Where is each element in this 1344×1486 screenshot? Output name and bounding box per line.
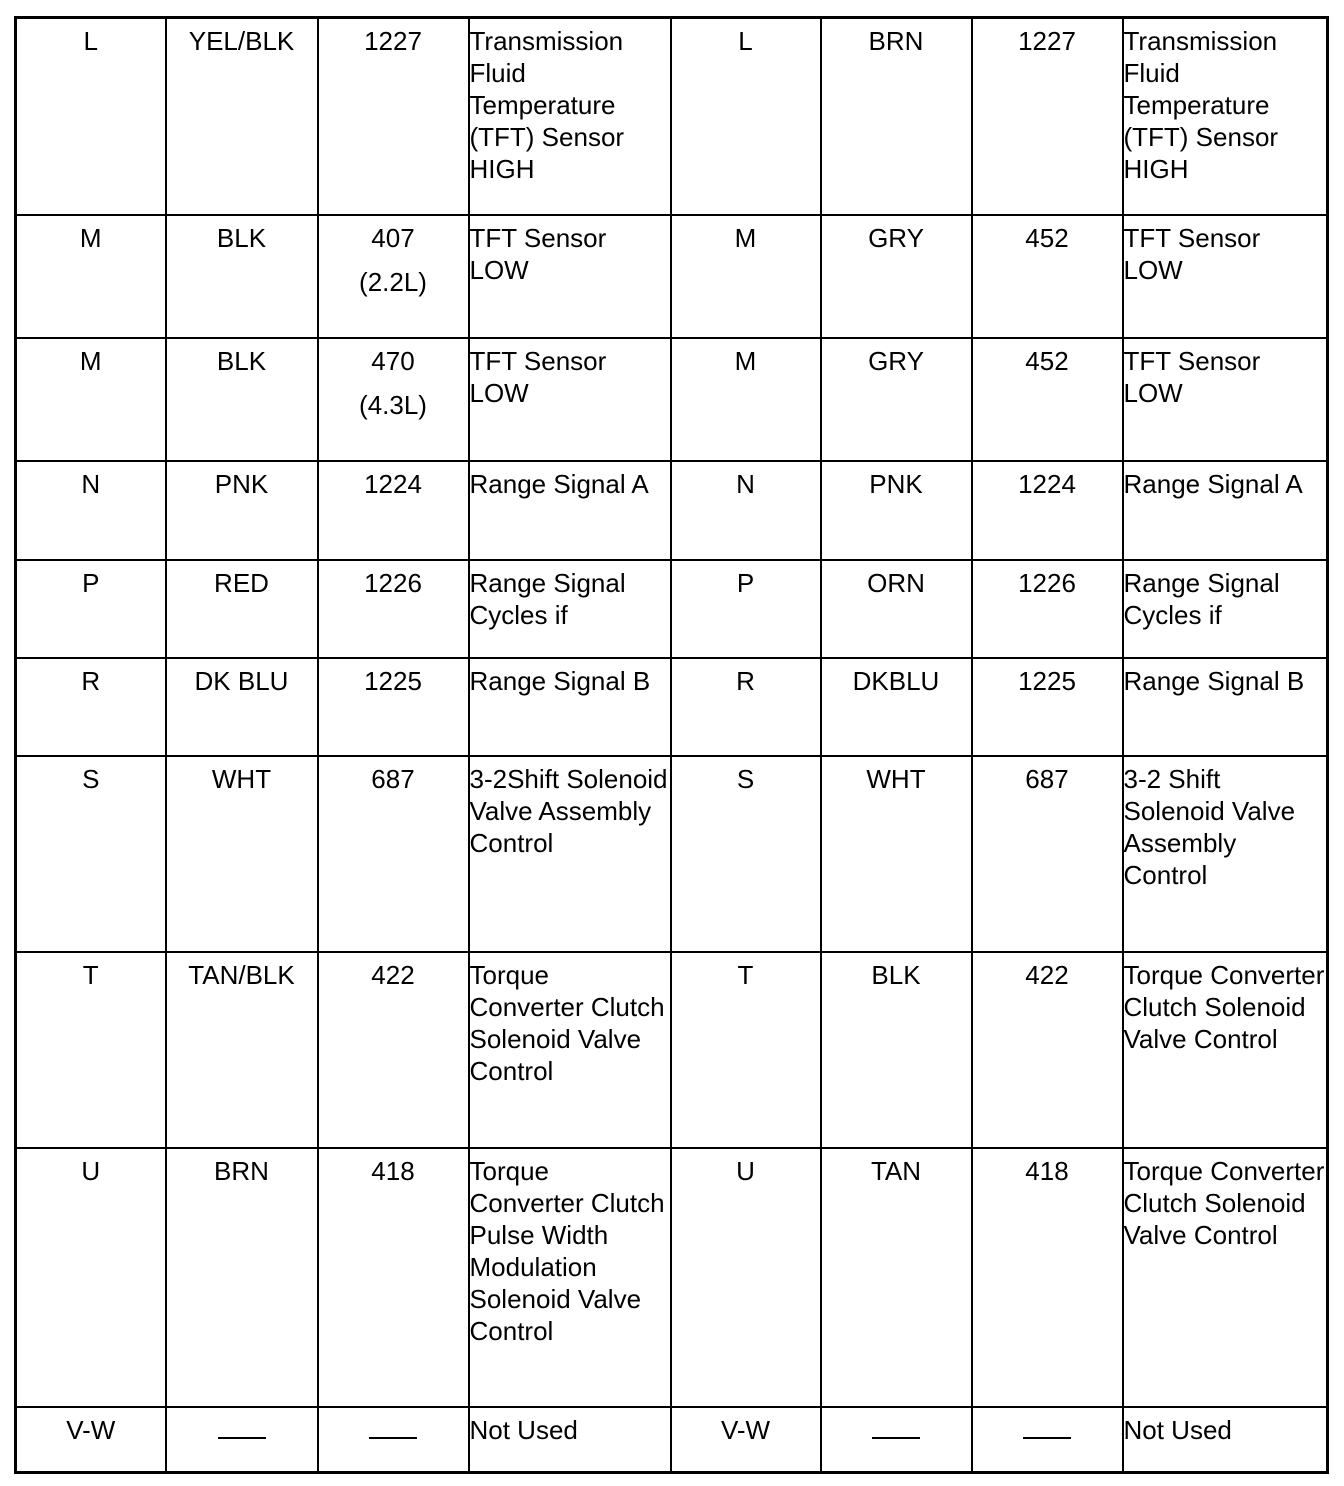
wire-color-cell: GRY <box>821 338 972 461</box>
circuit-cell: 422 <box>318 952 469 1148</box>
pinout-table <box>14 16 1329 1474</box>
wire-color-cell: BLK <box>166 338 318 461</box>
pin-cell: S <box>16 756 166 952</box>
circuit-number: 470 <box>371 345 415 376</box>
engine-note: (2.2L) <box>359 266 427 297</box>
table-row <box>16 756 1328 952</box>
pin-cell: N <box>671 461 821 560</box>
pin-cell: M <box>16 215 166 338</box>
circuit-cell: 1225 <box>972 658 1123 756</box>
pin-cell: L <box>16 18 166 215</box>
circuit-cell: 1225 <box>318 658 469 756</box>
pin-cell: M <box>671 215 821 338</box>
function-cell: Torque Converter Clutch Solenoid Valve Control <box>1123 1148 1328 1407</box>
circuit-cell <box>318 338 469 461</box>
circuit-cell: 1227 <box>972 18 1123 215</box>
wire-color-cell: TAN/BLK <box>166 952 318 1148</box>
circuit-cell: 1226 <box>972 560 1123 658</box>
table-row <box>16 18 1328 215</box>
circuit-cell: 422 <box>972 952 1123 1148</box>
function-cell: TFT Sensor LOW <box>1123 215 1328 338</box>
function-cell: Transmission Fluid Temperature (TFT) Sensor HIGH <box>1123 18 1328 215</box>
pin-cell: S <box>671 756 821 952</box>
table-row <box>16 215 1328 338</box>
table-row <box>16 461 1328 560</box>
function-cell: 3-2 Shift Solenoid Valve Assembly Control <box>1123 756 1328 952</box>
wire-color-cell: WHT <box>166 756 318 952</box>
circuit-cell: 418 <box>318 1148 469 1407</box>
circuit-cell: 452 <box>972 215 1123 338</box>
function-cell: Torque Converter Clutch Solenoid Valve Control <box>1123 952 1328 1148</box>
function-cell: Not Used <box>469 1407 671 1473</box>
pin-cell: N <box>16 461 166 560</box>
pin-cell: M <box>16 338 166 461</box>
circuit-cell: 1226 <box>318 560 469 658</box>
circuit-cell: 1224 <box>972 461 1123 560</box>
circuit-cell: 687 <box>972 756 1123 952</box>
wire-color-cell: BLK <box>166 215 318 338</box>
table-row <box>16 560 1328 658</box>
wire-color-cell: ORN <box>821 560 972 658</box>
circuit-cell: 418 <box>972 1148 1123 1407</box>
table-row <box>16 1148 1328 1407</box>
pin-cell: R <box>16 658 166 756</box>
function-cell: TFT Sensor LOW <box>469 338 671 461</box>
empty-dash <box>369 1417 417 1439</box>
function-cell: 3-2Shift Solenoid Valve Assembly Control <box>469 756 671 952</box>
pin-cell: R <box>671 658 821 756</box>
wire-color-cell <box>166 1407 318 1473</box>
table-row <box>16 952 1328 1148</box>
wire-color-cell: RED <box>166 560 318 658</box>
circuit-cell: 687 <box>318 756 469 952</box>
circuit-cell: 1224 <box>318 461 469 560</box>
circuit-number: 407 <box>371 222 415 253</box>
function-cell: Range Signal B <box>1123 658 1328 756</box>
table-row <box>16 658 1328 756</box>
function-cell: Range Signal Cycles if <box>1123 560 1328 658</box>
function-cell: Range Signal A <box>469 461 671 560</box>
table-row <box>16 1407 1328 1473</box>
pin-cell: M <box>671 338 821 461</box>
circuit-cell <box>318 1407 469 1473</box>
function-cell: TFT Sensor LOW <box>469 215 671 338</box>
wire-color-cell: YEL/BLK <box>166 18 318 215</box>
circuit-cell <box>318 215 469 338</box>
function-cell: Torque Converter Clutch Solenoid Valve Control <box>469 952 671 1148</box>
pin-cell: T <box>16 952 166 1148</box>
wire-color-cell: BRN <box>821 18 972 215</box>
function-cell: Not Used <box>1123 1407 1328 1473</box>
wire-color-cell: BRN <box>166 1148 318 1407</box>
empty-dash <box>872 1417 920 1439</box>
wire-color-cell: DKBLU <box>821 658 972 756</box>
function-cell: Range Signal Cycles if <box>469 560 671 658</box>
function-cell: Transmission Fluid Temperature (TFT) Sensor HIGH <box>469 18 671 215</box>
pin-cell: P <box>671 560 821 658</box>
wire-color-cell: GRY <box>821 215 972 338</box>
wire-color-cell: DK BLU <box>166 658 318 756</box>
wire-color-cell: WHT <box>821 756 972 952</box>
circuit-cell: 1227 <box>318 18 469 215</box>
function-cell: Torque Converter Clutch Pulse Width Modulation Solenoid Valve Control <box>469 1148 671 1407</box>
empty-dash <box>218 1417 266 1439</box>
pin-cell: T <box>671 952 821 1148</box>
wire-color-cell: TAN <box>821 1148 972 1407</box>
circuit-cell: 452 <box>972 338 1123 461</box>
pin-cell: U <box>671 1148 821 1407</box>
pin-cell: V-W <box>16 1407 166 1473</box>
table-row <box>16 338 1328 461</box>
engine-note: (4.3L) <box>359 389 427 420</box>
empty-dash <box>1023 1417 1071 1439</box>
wire-color-cell: PNK <box>821 461 972 560</box>
pin-cell: U <box>16 1148 166 1407</box>
pin-cell: L <box>671 18 821 215</box>
pin-cell: V-W <box>671 1407 821 1473</box>
pin-cell: P <box>16 560 166 658</box>
wire-color-cell: BLK <box>821 952 972 1148</box>
wire-color-cell: PNK <box>166 461 318 560</box>
function-cell: TFT Sensor LOW <box>1123 338 1328 461</box>
circuit-cell <box>972 1407 1123 1473</box>
function-cell: Range Signal B <box>469 658 671 756</box>
function-cell: Range Signal A <box>1123 461 1328 560</box>
wire-color-cell <box>821 1407 972 1473</box>
